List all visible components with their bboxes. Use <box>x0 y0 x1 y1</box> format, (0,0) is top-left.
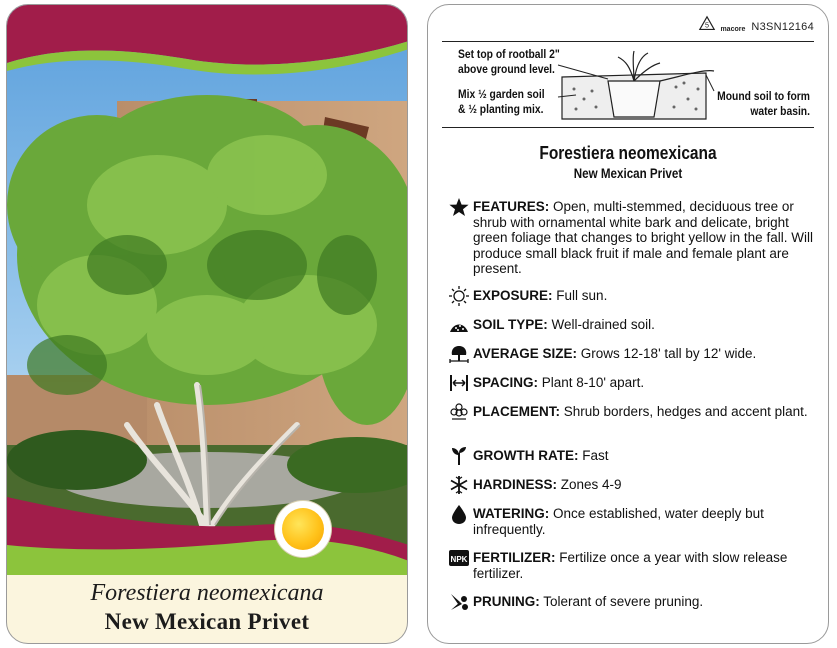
feature-row-placement: PLACEMENT: Shrub borders, hedges and accent plant. <box>448 404 820 423</box>
shrub-placement-icon <box>448 401 470 423</box>
front-latin-name: Forestiera neomexicana <box>90 580 324 606</box>
plant-photo <box>7 5 407 575</box>
npk-icon <box>448 547 470 569</box>
star-icon <box>448 196 470 218</box>
brand-logo: macore <box>720 26 746 33</box>
spacing-arrows-icon <box>448 372 470 394</box>
feature-row-features: FEATURES: Open, multi-stemmed, deciduous tree or shrub with ornamental white bark and delicate, bright green foliage that changes to bright yellow in the fall. Will produce small black fruit if male and female plant are present. <box>448 199 820 277</box>
divider <box>442 127 814 128</box>
feature-row-size: AVERAGE SIZE: Grows 12-18' tall by 12' wide. <box>448 346 820 365</box>
front-common-name: New Mexican Privet <box>104 609 310 634</box>
sku-code: N3SN12164 <box>751 21 814 33</box>
pruning-shears-icon <box>448 591 470 613</box>
plant-tag-back <box>427 4 829 644</box>
water-drop-icon <box>448 503 470 525</box>
feature-row-watering: WATERING: Once established, water deeply but infrequently. <box>448 506 820 537</box>
feature-row-hardiness: HARDINESS: Zones 4-9 <box>448 477 820 496</box>
logo-row <box>698 15 814 33</box>
feature-row-spacing: SPACING: Plant 8-10' apart. <box>448 375 820 394</box>
divider <box>442 41 814 42</box>
sun-outline-icon <box>448 285 470 307</box>
back-latin-name: Forestiera neomexicana <box>539 143 717 163</box>
sprout-icon <box>448 445 470 467</box>
full-sun-icon <box>282 508 324 550</box>
recycle-icon <box>698 15 716 33</box>
back-common-name: New Mexican Privet <box>573 166 683 181</box>
feature-row-soil: SOIL TYPE: Well-drained soil. <box>448 317 820 336</box>
plant-tag-front <box>6 4 408 644</box>
recycle-code: 5 <box>705 20 710 30</box>
mound-note: Mound soil to form water basin. <box>717 89 810 118</box>
rootball-note: Set top of rootball 2" above ground level. <box>458 47 560 76</box>
feature-row-exposure: EXPOSURE: Full sun. <box>448 288 820 307</box>
soil-mix-note: Mix ½ garden soil & ½ planting mix. <box>458 87 545 116</box>
snowflake-icon <box>448 474 470 496</box>
soil-pile-icon <box>448 314 470 336</box>
feature-row-pruning: PRUNING: Tolerant of severe pruning. <box>448 594 820 613</box>
feature-row-growth: GROWTH RATE: Fast <box>448 448 820 467</box>
plant-size-icon <box>448 343 470 365</box>
svg-text:NPK: NPK <box>450 555 468 564</box>
full-sun-badge <box>275 501 331 557</box>
planting-diagram <box>556 47 716 123</box>
feature-row-fertilizer: NPK FERTILIZER: Fertilize once a year with slow release fertilizer. <box>448 550 820 581</box>
